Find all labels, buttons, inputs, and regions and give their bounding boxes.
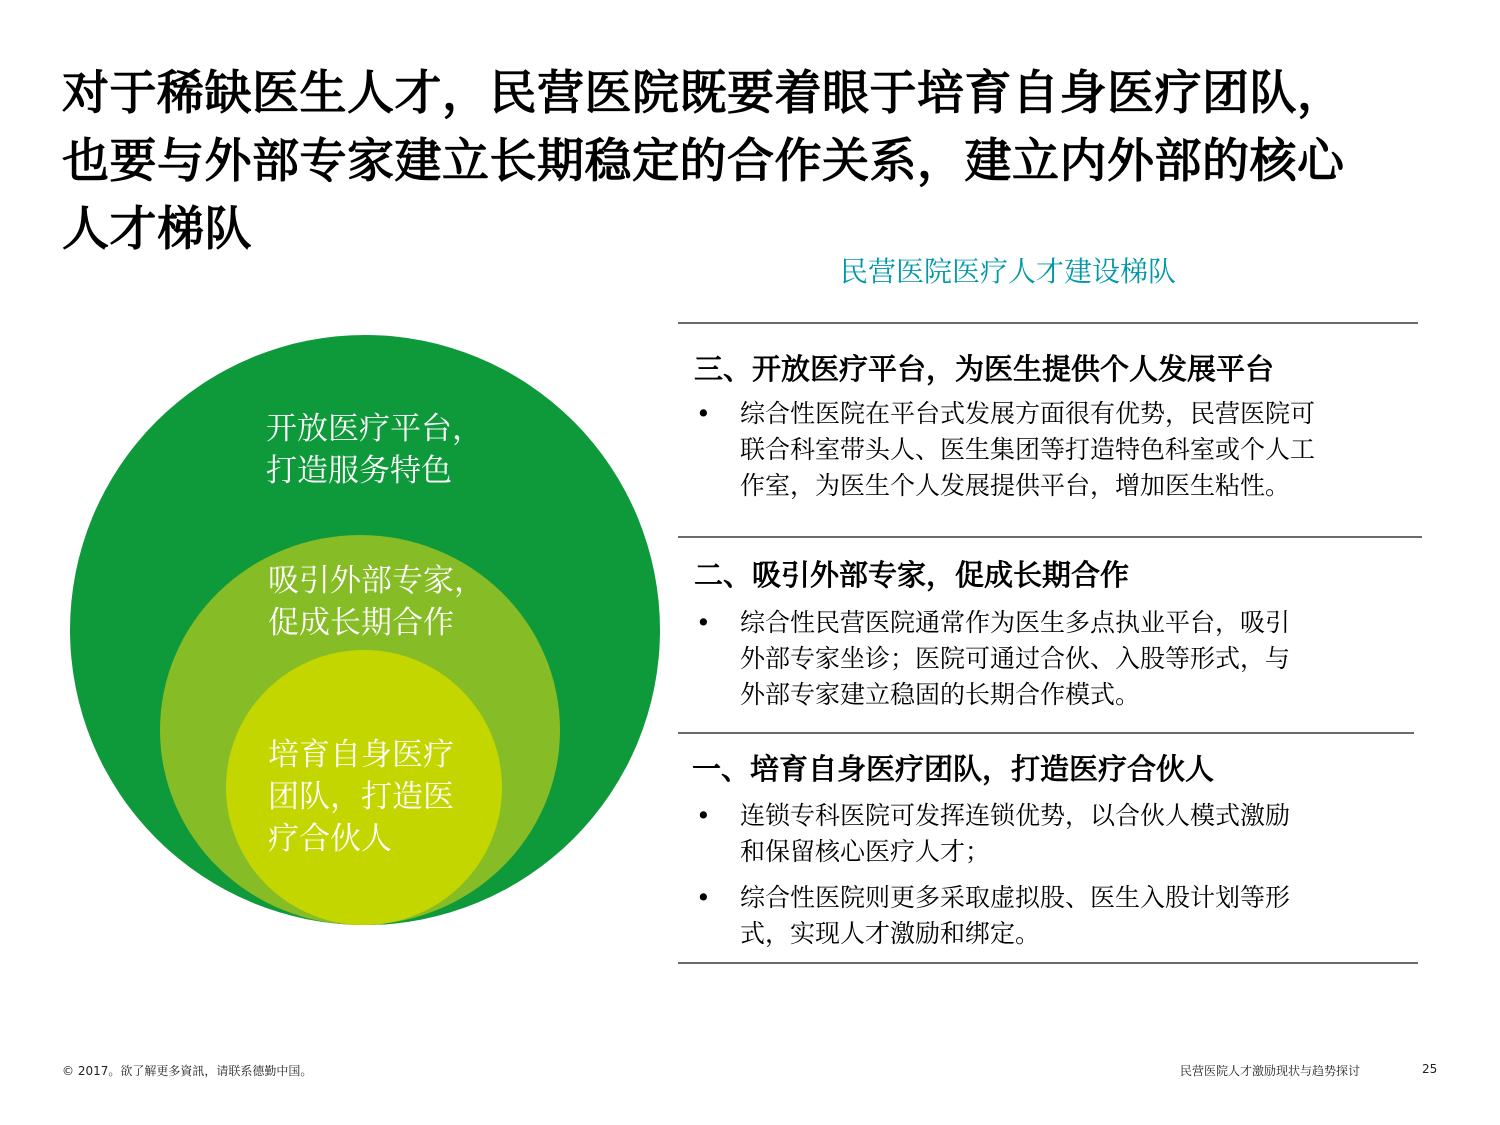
bullet-line: 外部专家建立稳固的长期合作模式。	[740, 680, 1141, 709]
outer-label-line-2: 打造服务特色	[266, 453, 452, 489]
inner-label-line-2: 团队，打造医	[268, 779, 454, 815]
title-line-3: 人才梯队	[62, 202, 252, 257]
bullet-dot: •	[696, 608, 711, 637]
inner-label-line-3: 疗合伙人	[268, 821, 392, 857]
bullet-dot: •	[696, 883, 711, 912]
inner-circle-label	[268, 734, 454, 860]
panel-subtitle: 民营医院医疗人才建设梯队	[840, 255, 1177, 288]
bullet-line: 作室，为医生个人发展提供平台，增加医生粘性。	[740, 471, 1291, 500]
bullet-line: 综合性医院则更多采取虚拟股、医生入股计划等形	[740, 883, 1291, 912]
title-line-1: 对于稀缺医生人才，民营医院既要着眼于培育自身医疗团队，	[62, 66, 1345, 121]
bullet-line: 综合性民营医院通常作为医生多点执业平台，吸引	[740, 608, 1291, 637]
section-1-bullet-1	[696, 798, 1291, 870]
bullet-line: 综合性医院在平台式发展方面很有优势，民营医院可	[740, 399, 1316, 428]
middle-label-line-2: 促成长期合作	[268, 605, 454, 641]
page-title	[62, 60, 1462, 264]
divider-2	[678, 536, 1422, 538]
section-heading-1: 一、培育自身医疗团队，打造医疗合伙人	[692, 752, 1215, 786]
section-heading-3: 三、开放医疗平台，为医生提供个人发展平台	[694, 352, 1275, 386]
section-3-bullet-1	[696, 396, 1316, 504]
bullet-line: 外部专家坐诊；医院可通过合伙、入股等形式，与	[740, 644, 1291, 673]
bullet-line: 联合科室带头人、医生集团等打造特色科室或个人工	[740, 435, 1316, 464]
bullet-dot: •	[696, 399, 711, 428]
inner-label-line-1: 培育自身医疗	[268, 737, 454, 773]
middle-label-line-1: 吸引外部专家，	[268, 563, 485, 599]
section-2-bullet-1	[696, 605, 1291, 713]
footer-doc-title: 民营医院人才激励现状与趋势探讨	[1180, 1064, 1361, 1078]
divider-bottom	[678, 962, 1418, 964]
bullet-line: 连锁专科医院可发挥连锁优势，以合伙人模式激励	[740, 801, 1291, 830]
section-heading-2: 二、吸引外部专家，促成长期合作	[694, 558, 1130, 592]
footer-copyright: © 2017。欲了解更多資訊，请联系德勤中国。	[62, 1064, 313, 1078]
outer-circle-label	[266, 408, 483, 492]
bullet-dot: •	[696, 801, 711, 830]
middle-circle-label	[268, 560, 485, 644]
divider-3	[678, 732, 1414, 734]
section-1-bullet-2	[696, 880, 1291, 952]
divider-top	[678, 322, 1418, 324]
page-number: 25	[1422, 1062, 1438, 1076]
bullet-line: 式，实现人才激励和绑定。	[740, 919, 1041, 948]
bullet-line: 和保留核心医疗人才；	[740, 837, 991, 866]
outer-label-line-1: 开放医疗平台，	[266, 411, 483, 447]
title-line-2: 也要与外部专家建立长期稳定的合作关系，建立内外部的核心	[62, 134, 1345, 189]
